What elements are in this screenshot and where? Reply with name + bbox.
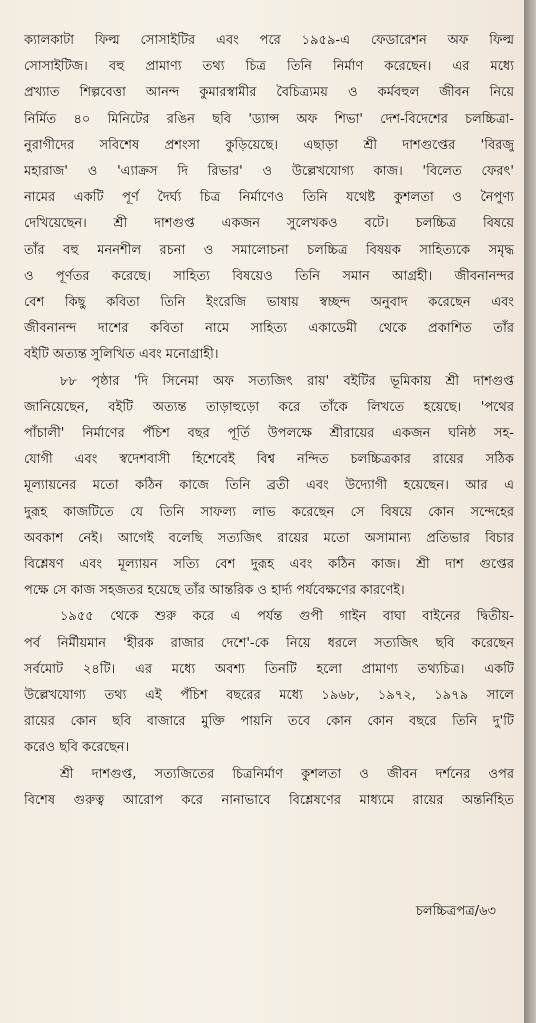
text-line: ৮৮ পৃষ্ঠার 'দি সিনেমা অফ সত্যজিৎ রায়' বইটির ভূমিকায় শ্রী দাশগুপ্ত bbox=[60, 373, 514, 389]
text-line: ক্যালকাটা ফিল্ম সোসাইটির এবং পরে ১৯৫৯-এ ফেডারেশন অফ ফিল্ম bbox=[24, 33, 514, 48]
paragraph-4 bbox=[24, 762, 514, 814]
text-line: ও পূর্ণতর করেছে। সাহিত্য বিষয়েও তিনি সমান আগ্রহী। জীবনানন্দর bbox=[24, 268, 514, 284]
text-line: দুরূহ কাজটিতে যে তিনি সাফল্য লাভ করেছেন সে বিষয়ে কোন সন্দেহের bbox=[24, 504, 514, 520]
text-line: জানিয়েছেন, বইটি অত্যন্ত তাড়াহুড়ো করে তাঁকে লিখতে হয়েছে। 'পথের bbox=[24, 399, 514, 415]
text-line: পক্ষে সে কাজ সহজতর হয়েছে তাঁর আন্তরিক ও হার্দ্য পর্যবেক্ষণের কারণেই। bbox=[24, 583, 405, 599]
text-line: উল্লেখযোগ্য তথ্য এই পঁচিশ বছরের মধ্যে ১৯৬৮, ১৯৭২, ১৯৭৯ সালে bbox=[24, 688, 514, 704]
paragraph-1 bbox=[24, 28, 514, 369]
text-line: বইটি অত্যন্ত সুলিখিত এবং মনোগ্রাহী। bbox=[24, 347, 219, 363]
text-line: নির্মিত ৪০ মিনিটের রঙিন ছবি 'ড্যান্স অফ শিভা' দেশ-বিদেশের চলচ্চিত্রা- bbox=[24, 111, 514, 127]
text-line: তাঁর বহু মননশীল রচনা ও সমালোচনা চলচ্চিত্র বিষয়ক সাহিত্যকে সমৃদ্ধ bbox=[24, 242, 514, 258]
text-line: পাঁচালী' নির্মাণের পঁচিশ বছর পূর্তি উপলক্ষে শ্রীরায়ের একজন ঘনিষ্ঠ সহ- bbox=[24, 426, 514, 442]
page-edge-shadow bbox=[524, 0, 536, 1023]
text-line: বিশ্লেষণ এবং মূল্যায়ন সত্যি বেশ দুরূহ এবং কঠিন কাজ। শ্রী দাশ গুপ্তের bbox=[24, 557, 514, 573]
text-line: নামের একটি পূর্ণ দৈর্ঘ্য চিত্র নির্মাণেও তিনি যথেষ্ট কুশলতা ও নৈপুণ্য bbox=[24, 190, 514, 206]
paragraph-3 bbox=[24, 604, 514, 761]
page-footer-label: চলচ্চিত্রপত্র/৬৩ bbox=[415, 904, 496, 919]
text-line: মূল্যায়নের মতো কঠিন কাজে তিনি ব্রতী এবং উদ্যোগী হয়েছেন। আর এ bbox=[24, 478, 514, 494]
text-line: নুরাগীদের সবিশেষ প্রশংসা কুড়িয়েছে। এছাড়া শ্রী দাশগুপ্তের 'বিরজু bbox=[24, 137, 514, 153]
text-line: জীবনানন্দ দাশের কবিতা নামে সাহিত্য একাডেমী থেকে প্রকাশিত তাঁর bbox=[24, 321, 514, 337]
text-line: বেশ কিছু কবিতা তিনি ইংরেজি ভাষায় স্বচ্ছন্দ অনুবাদ করেছেন এবং bbox=[24, 295, 514, 311]
text-line: সর্বমোট ২৪টি। এর মধ্যে অবশ্য তিনটি হলো প্রামাণ্য তথ্যচিত্র। একটি bbox=[24, 661, 514, 677]
text-line: সোসাইটিজ। বহু প্রামাণ্য তথ্য চিত্র তিনি নির্মাণ করেছেন। এর মধ্যে bbox=[24, 59, 514, 75]
article-body bbox=[24, 28, 514, 814]
text-line: ১৯৫৫ থেকে শুরু করে এ পর্যন্ত গুপী গাইন বাঘা বাইনের দ্বিতীয়- bbox=[60, 609, 514, 625]
text-line: করেও ছবি করেছেন। bbox=[24, 740, 130, 756]
text-line: প্রখ্যাত শিল্পবেত্তা আনন্দ কুমারস্বামীর বৈচিত্র্যময় ও কর্মবহুল জীবন নিয়ে bbox=[24, 85, 514, 101]
text-line: যোগী এবং স্বদেশবাসী হিশেবেই বিশ্ব নন্দিত চলচ্চিত্রকার রায়ের সঠিক bbox=[24, 452, 514, 468]
text-line: অবকাশ নেই। আগেই বলেছি সত্যজিৎ রায়ের মতো অসামান্য প্রতিভার বিচার bbox=[24, 530, 514, 546]
text-line: পর্ব নির্মীয়মান 'হীরক রাজার দেশে'-কে নিয়ে ধরলে সত্যজিৎ ছবি করেছেন bbox=[24, 635, 514, 651]
text-line: রায়ের কোন ছবি বাজারে মুক্তি পায়নি তবে কোন কোন বছরে তিনি দু'টি bbox=[24, 714, 514, 730]
text-line: বিশেষ গুরুত্ব আরোপ করে নানাভাবে বিশ্লেষণের মাধ্যমে রায়ের অন্তর্নিহিত bbox=[24, 792, 514, 808]
text-line: শ্রী দাশগুপ্ত, সত্যজিতের চিত্রনির্মাণ কুশলতা ও জীবন দর্শনের ওপর bbox=[60, 766, 514, 782]
text-line: মহারাজ' ও 'এ্যাক্রস দি রিভার' ও উল্লেখযোগ্য কাজ। 'বিলেত ফেরৎ' bbox=[24, 164, 514, 180]
text-line: দেখিয়েছেন। শ্রী দাশগুপ্ত একজন সুলেখকও বটে। চলচ্চিত্র বিষয়ে bbox=[24, 216, 514, 232]
paragraph-2 bbox=[24, 369, 514, 605]
